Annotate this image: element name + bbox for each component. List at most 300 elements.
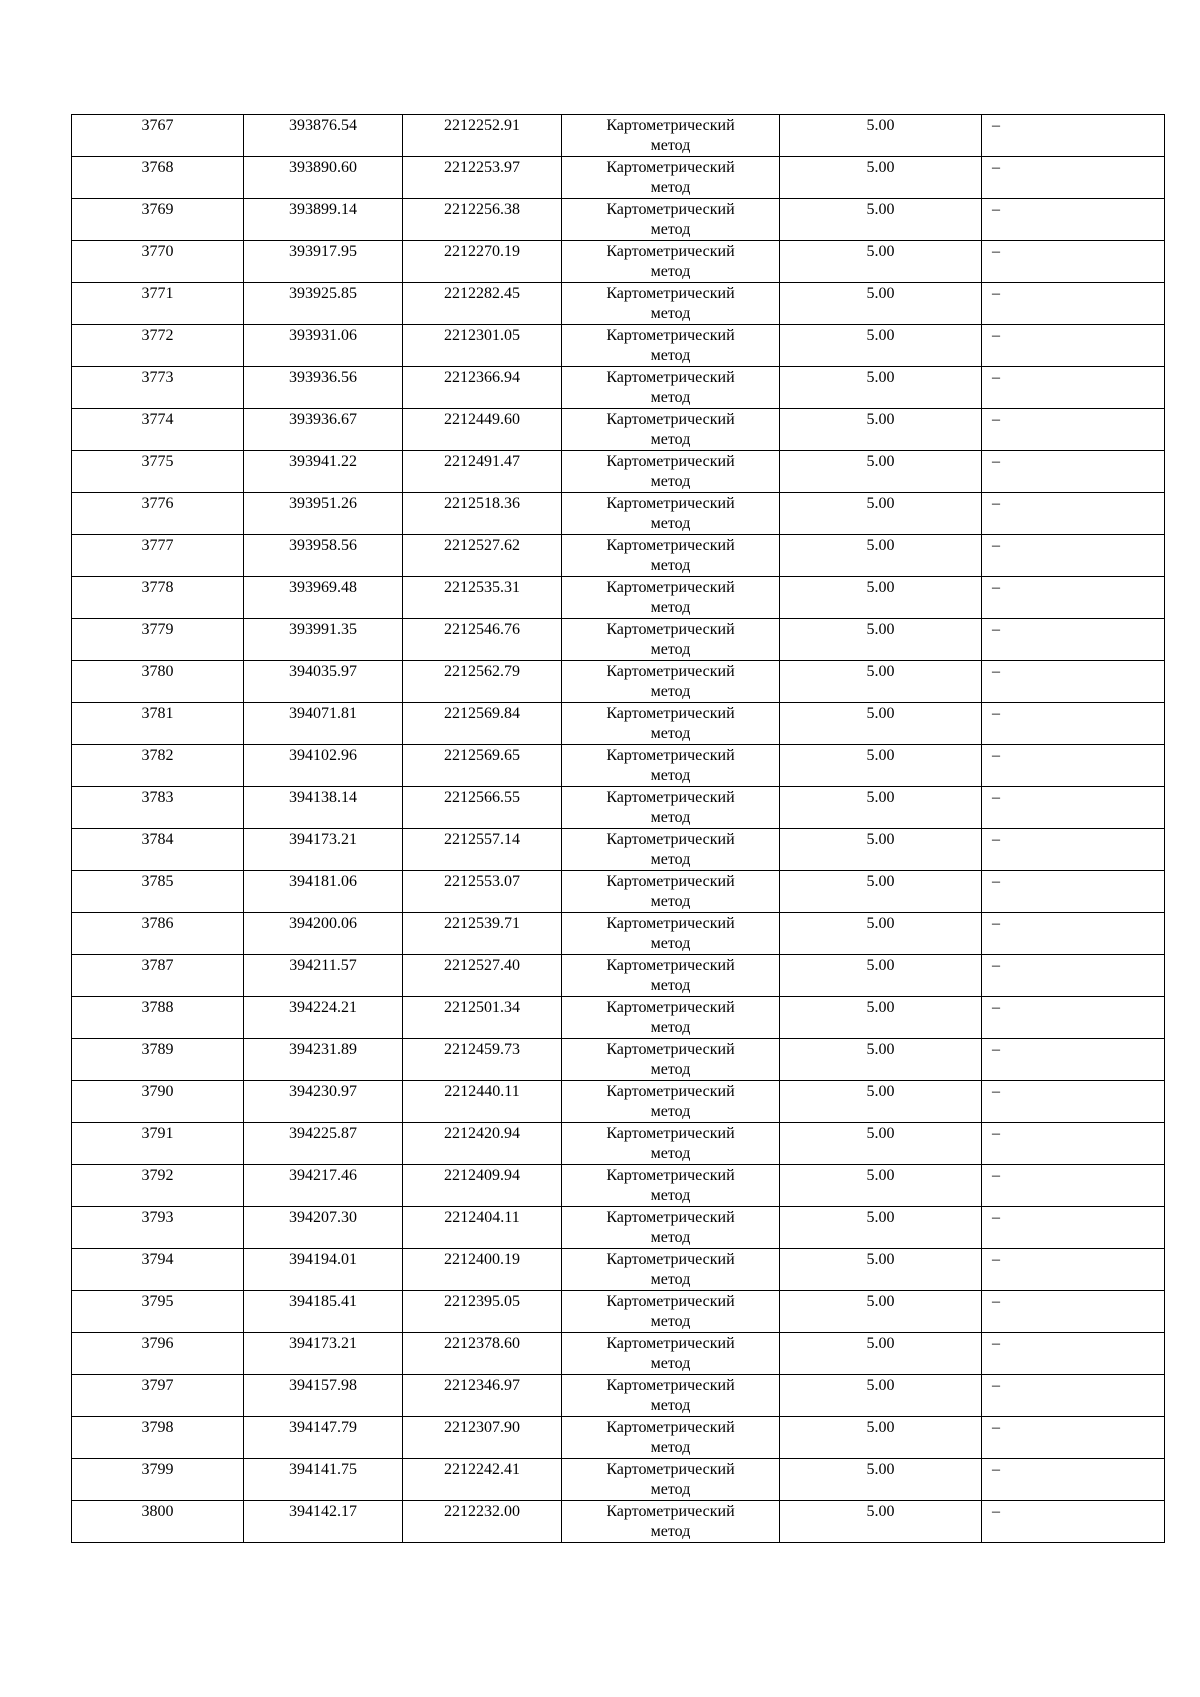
determination-method: Картометрический метод	[606, 201, 735, 238]
point-number-cell	[72, 1417, 244, 1459]
accuracy-cell	[780, 1207, 982, 1249]
method-cell	[562, 1291, 780, 1333]
y-coordinate: 2212420.94	[444, 1125, 520, 1142]
x-coordinate: 394147.79	[289, 1419, 357, 1436]
determination-method: Картометрический метод	[606, 117, 735, 154]
x-coordinate: 393899.14	[289, 201, 357, 218]
y-coordinate: 2212301.05	[444, 327, 520, 344]
accuracy-value: 5.00	[866, 1125, 895, 1142]
table-row	[72, 913, 1165, 955]
point-number-cell	[72, 325, 244, 367]
method-cell	[562, 241, 780, 283]
y-coordinate-cell	[403, 1207, 562, 1249]
x-coordinate-cell	[244, 241, 403, 283]
point-number-cell	[72, 619, 244, 661]
x-coordinate-cell	[244, 829, 403, 871]
point-number-cell	[72, 1165, 244, 1207]
y-coordinate: 2212566.55	[444, 789, 520, 806]
x-coordinate: 394141.75	[289, 1461, 357, 1478]
x-coordinate-cell	[244, 451, 403, 493]
method-cell	[562, 1165, 780, 1207]
x-coordinate: 394211.57	[289, 957, 357, 974]
point-number: 3777	[141, 537, 174, 554]
note-value: –	[992, 1503, 1000, 1520]
accuracy-cell	[780, 199, 982, 241]
x-coordinate: 393991.35	[289, 621, 357, 638]
determination-method: Картометрический метод	[606, 873, 735, 910]
note-cell	[982, 535, 1165, 577]
y-coordinate-cell	[403, 283, 562, 325]
point-number: 3774	[141, 411, 174, 428]
accuracy-cell	[780, 409, 982, 451]
x-coordinate-cell	[244, 115, 403, 157]
x-coordinate-cell	[244, 325, 403, 367]
accuracy-value: 5.00	[866, 1503, 895, 1520]
x-coordinate-cell	[244, 703, 403, 745]
point-number: 3787	[141, 957, 174, 974]
x-coordinate-cell	[244, 1039, 403, 1081]
method-cell	[562, 1039, 780, 1081]
coordinates-table-body	[72, 115, 1165, 1543]
note-value: –	[992, 621, 1000, 638]
x-coordinate-cell	[244, 1291, 403, 1333]
accuracy-value: 5.00	[866, 621, 895, 638]
point-number-cell	[72, 829, 244, 871]
table-row	[72, 1501, 1165, 1543]
y-coordinate: 2212270.19	[444, 243, 520, 260]
note-cell	[982, 871, 1165, 913]
table-row	[72, 1081, 1165, 1123]
determination-method: Картометрический метод	[606, 243, 735, 280]
y-coordinate: 2212535.31	[444, 579, 520, 596]
accuracy-cell	[780, 577, 982, 619]
accuracy-cell	[780, 1459, 982, 1501]
y-coordinate-cell	[403, 493, 562, 535]
table-row	[72, 283, 1165, 325]
point-number: 3786	[141, 915, 174, 932]
accuracy-cell	[780, 745, 982, 787]
y-coordinate: 2212562.79	[444, 663, 520, 680]
x-coordinate: 393936.56	[289, 369, 357, 386]
accuracy-value: 5.00	[866, 453, 895, 470]
x-coordinate-cell	[244, 535, 403, 577]
point-number-cell	[72, 745, 244, 787]
point-number-cell	[72, 1249, 244, 1291]
x-coordinate-cell	[244, 1333, 403, 1375]
y-coordinate-cell	[403, 661, 562, 703]
determination-method: Картометрический метод	[606, 705, 735, 742]
x-coordinate: 394194.01	[289, 1251, 357, 1268]
accuracy-value: 5.00	[866, 537, 895, 554]
accuracy-value: 5.00	[866, 789, 895, 806]
method-cell	[562, 367, 780, 409]
accuracy-cell	[780, 535, 982, 577]
accuracy-cell	[780, 1291, 982, 1333]
note-value: –	[992, 1419, 1000, 1436]
note-value: –	[992, 999, 1000, 1016]
accuracy-value: 5.00	[866, 747, 895, 764]
accuracy-cell	[780, 451, 982, 493]
method-cell	[562, 619, 780, 661]
accuracy-value: 5.00	[866, 117, 895, 134]
y-coordinate: 2212409.94	[444, 1167, 520, 1184]
document-page	[71, 114, 1150, 1543]
point-number: 3793	[141, 1209, 174, 1226]
note-value: –	[992, 327, 1000, 344]
y-coordinate-cell	[403, 619, 562, 661]
point-number-cell	[72, 1039, 244, 1081]
table-row	[72, 829, 1165, 871]
accuracy-cell	[780, 1081, 982, 1123]
table-row	[72, 1039, 1165, 1081]
y-coordinate: 2212404.11	[444, 1209, 520, 1226]
y-coordinate: 2212440.11	[444, 1083, 520, 1100]
determination-method: Картометрический метод	[606, 1125, 735, 1162]
accuracy-cell	[780, 1333, 982, 1375]
accuracy-cell	[780, 997, 982, 1039]
y-coordinate: 2212527.40	[444, 957, 520, 974]
point-number: 3800	[141, 1503, 174, 1520]
x-coordinate: 394102.96	[289, 747, 357, 764]
table-row	[72, 493, 1165, 535]
method-cell	[562, 829, 780, 871]
method-cell	[562, 493, 780, 535]
accuracy-value: 5.00	[866, 327, 895, 344]
x-coordinate-cell	[244, 1249, 403, 1291]
x-coordinate: 393941.22	[289, 453, 357, 470]
table-row	[72, 199, 1165, 241]
y-coordinate-cell	[403, 157, 562, 199]
accuracy-value: 5.00	[866, 1167, 895, 1184]
point-number-cell	[72, 997, 244, 1039]
accuracy-value: 5.00	[866, 831, 895, 848]
y-coordinate: 2212546.76	[444, 621, 520, 638]
table-row	[72, 1333, 1165, 1375]
note-cell	[982, 619, 1165, 661]
accuracy-value: 5.00	[866, 159, 895, 176]
note-value: –	[992, 873, 1000, 890]
note-value: –	[992, 1251, 1000, 1268]
x-coordinate: 393936.67	[289, 411, 357, 428]
accuracy-cell	[780, 1249, 982, 1291]
x-coordinate: 394200.06	[289, 915, 357, 932]
note-cell	[982, 1123, 1165, 1165]
method-cell	[562, 913, 780, 955]
table-row	[72, 1207, 1165, 1249]
note-cell	[982, 1039, 1165, 1081]
point-number: 3798	[141, 1419, 174, 1436]
accuracy-value: 5.00	[866, 1335, 895, 1352]
note-value: –	[992, 537, 1000, 554]
note-cell	[982, 1417, 1165, 1459]
point-number-cell	[72, 913, 244, 955]
note-cell	[982, 997, 1165, 1039]
method-cell	[562, 535, 780, 577]
y-coordinate-cell	[403, 787, 562, 829]
method-cell	[562, 1249, 780, 1291]
accuracy-cell	[780, 1501, 982, 1543]
point-number: 3775	[141, 453, 174, 470]
point-number: 3782	[141, 747, 174, 764]
note-value: –	[992, 285, 1000, 302]
note-value: –	[992, 411, 1000, 428]
accuracy-cell	[780, 913, 982, 955]
method-cell	[562, 325, 780, 367]
point-number: 3767	[141, 117, 174, 134]
accuracy-value: 5.00	[866, 915, 895, 932]
x-coordinate: 393931.06	[289, 327, 357, 344]
note-cell	[982, 325, 1165, 367]
point-number-cell	[72, 1375, 244, 1417]
accuracy-cell	[780, 829, 982, 871]
x-coordinate: 394181.06	[289, 873, 357, 890]
determination-method: Картометрический метод	[606, 1209, 735, 1246]
note-value: –	[992, 1293, 1000, 1310]
x-coordinate-cell	[244, 787, 403, 829]
note-value: –	[992, 1041, 1000, 1058]
note-cell	[982, 703, 1165, 745]
determination-method: Картометрический метод	[606, 1167, 735, 1204]
note-cell	[982, 1501, 1165, 1543]
method-cell	[562, 1123, 780, 1165]
x-coordinate-cell	[244, 577, 403, 619]
method-cell	[562, 661, 780, 703]
accuracy-cell	[780, 283, 982, 325]
y-coordinate-cell	[403, 1165, 562, 1207]
point-number: 3790	[141, 1083, 174, 1100]
y-coordinate-cell	[403, 1249, 562, 1291]
accuracy-cell	[780, 157, 982, 199]
y-coordinate-cell	[403, 829, 562, 871]
table-row	[72, 1291, 1165, 1333]
y-coordinate: 2212282.45	[444, 285, 520, 302]
accuracy-cell	[780, 1417, 982, 1459]
method-cell	[562, 409, 780, 451]
accuracy-value: 5.00	[866, 873, 895, 890]
note-cell	[982, 577, 1165, 619]
note-cell	[982, 1459, 1165, 1501]
x-coordinate: 393969.48	[289, 579, 357, 596]
y-coordinate: 2212569.84	[444, 705, 520, 722]
table-row	[72, 997, 1165, 1039]
note-cell	[982, 661, 1165, 703]
note-cell	[982, 199, 1165, 241]
y-coordinate-cell	[403, 1039, 562, 1081]
accuracy-value: 5.00	[866, 1377, 895, 1394]
table-row	[72, 871, 1165, 913]
note-value: –	[992, 579, 1000, 596]
x-coordinate-cell	[244, 1207, 403, 1249]
accuracy-value: 5.00	[866, 579, 895, 596]
y-coordinate-cell	[403, 997, 562, 1039]
x-coordinate: 394142.17	[289, 1503, 357, 1520]
determination-method: Картометрический метод	[606, 453, 735, 490]
note-cell	[982, 829, 1165, 871]
method-cell	[562, 787, 780, 829]
note-value: –	[992, 453, 1000, 470]
point-number-cell	[72, 871, 244, 913]
note-cell	[982, 745, 1165, 787]
x-coordinate-cell	[244, 1375, 403, 1417]
point-number-cell	[72, 661, 244, 703]
note-value: –	[992, 1461, 1000, 1478]
method-cell	[562, 157, 780, 199]
accuracy-value: 5.00	[866, 957, 895, 974]
note-value: –	[992, 1125, 1000, 1142]
note-value: –	[992, 1083, 1000, 1100]
method-cell	[562, 1207, 780, 1249]
x-coordinate: 393917.95	[289, 243, 357, 260]
y-coordinate: 2212400.19	[444, 1251, 520, 1268]
method-cell	[562, 1459, 780, 1501]
y-coordinate: 2212527.62	[444, 537, 520, 554]
y-coordinate-cell	[403, 451, 562, 493]
determination-method: Картометрический метод	[606, 1335, 735, 1372]
point-number: 3771	[141, 285, 174, 302]
point-number: 3794	[141, 1251, 174, 1268]
method-cell	[562, 199, 780, 241]
x-coordinate-cell	[244, 283, 403, 325]
y-coordinate: 2212557.14	[444, 831, 520, 848]
point-number-cell	[72, 115, 244, 157]
accuracy-cell	[780, 703, 982, 745]
note-value: –	[992, 117, 1000, 134]
point-number: 3797	[141, 1377, 174, 1394]
accuracy-value: 5.00	[866, 999, 895, 1016]
y-coordinate: 2212459.73	[444, 1041, 520, 1058]
note-value: –	[992, 201, 1000, 218]
determination-method: Картометрический метод	[606, 369, 735, 406]
accuracy-value: 5.00	[866, 663, 895, 680]
y-coordinate: 2212395.05	[444, 1293, 520, 1310]
table-row	[72, 409, 1165, 451]
determination-method: Картометрический метод	[606, 663, 735, 700]
point-number: 3769	[141, 201, 174, 218]
x-coordinate-cell	[244, 1459, 403, 1501]
y-coordinate-cell	[403, 1459, 562, 1501]
note-value: –	[992, 705, 1000, 722]
method-cell	[562, 1501, 780, 1543]
y-coordinate: 2212253.97	[444, 159, 520, 176]
method-cell	[562, 955, 780, 997]
point-number: 3778	[141, 579, 174, 596]
accuracy-value: 5.00	[866, 1251, 895, 1268]
method-cell	[562, 703, 780, 745]
note-value: –	[992, 663, 1000, 680]
table-row	[72, 1375, 1165, 1417]
point-number: 3779	[141, 621, 174, 638]
table-row	[72, 157, 1165, 199]
determination-method: Картометрический метод	[606, 579, 735, 616]
table-row	[72, 325, 1165, 367]
note-cell	[982, 913, 1165, 955]
method-cell	[562, 1417, 780, 1459]
x-coordinate: 394071.81	[289, 705, 357, 722]
x-coordinate-cell	[244, 367, 403, 409]
table-row	[72, 661, 1165, 703]
y-coordinate-cell	[403, 703, 562, 745]
x-coordinate-cell	[244, 409, 403, 451]
point-number: 3784	[141, 831, 174, 848]
table-row	[72, 451, 1165, 493]
table-row	[72, 787, 1165, 829]
point-number: 3772	[141, 327, 174, 344]
y-coordinate-cell	[403, 1417, 562, 1459]
x-coordinate-cell	[244, 661, 403, 703]
y-coordinate-cell	[403, 409, 562, 451]
point-number: 3788	[141, 999, 174, 1016]
note-cell	[982, 409, 1165, 451]
accuracy-cell	[780, 367, 982, 409]
note-value: –	[992, 159, 1000, 176]
note-cell	[982, 1165, 1165, 1207]
y-coordinate-cell	[403, 745, 562, 787]
y-coordinate-cell	[403, 241, 562, 283]
y-coordinate-cell	[403, 1123, 562, 1165]
x-coordinate: 394225.87	[289, 1125, 357, 1142]
x-coordinate-cell	[244, 871, 403, 913]
determination-method: Картометрический метод	[606, 999, 735, 1036]
accuracy-value: 5.00	[866, 1461, 895, 1478]
determination-method: Картометрический метод	[606, 1251, 735, 1288]
y-coordinate-cell	[403, 577, 562, 619]
y-coordinate: 2212553.07	[444, 873, 520, 890]
method-cell	[562, 451, 780, 493]
table-row	[72, 1165, 1165, 1207]
y-coordinate: 2212491.47	[444, 453, 520, 470]
x-coordinate: 393890.60	[289, 159, 357, 176]
x-coordinate: 393925.85	[289, 285, 357, 302]
point-number-cell	[72, 241, 244, 283]
y-coordinate-cell	[403, 1333, 562, 1375]
point-number-cell	[72, 703, 244, 745]
point-number-cell	[72, 451, 244, 493]
note-value: –	[992, 1167, 1000, 1184]
y-coordinate-cell	[403, 199, 562, 241]
point-number-cell	[72, 1333, 244, 1375]
x-coordinate: 394231.89	[289, 1041, 357, 1058]
x-coordinate-cell	[244, 199, 403, 241]
x-coordinate: 393876.54	[289, 117, 357, 134]
determination-method: Картометрический метод	[606, 621, 735, 658]
accuracy-cell	[780, 661, 982, 703]
note-cell	[982, 115, 1165, 157]
point-number-cell	[72, 1207, 244, 1249]
point-number: 3768	[141, 159, 174, 176]
note-value: –	[992, 789, 1000, 806]
point-number-cell	[72, 577, 244, 619]
determination-method: Картометрический метод	[606, 411, 735, 448]
x-coordinate: 394185.41	[289, 1293, 357, 1310]
point-number: 3776	[141, 495, 174, 512]
x-coordinate: 394138.14	[289, 789, 357, 806]
note-value: –	[992, 1335, 1000, 1352]
determination-method: Картометрический метод	[606, 1083, 735, 1120]
table-row	[72, 1459, 1165, 1501]
accuracy-cell	[780, 955, 982, 997]
x-coordinate: 394207.30	[289, 1209, 357, 1226]
x-coordinate-cell	[244, 1081, 403, 1123]
point-number: 3796	[141, 1335, 174, 1352]
point-number-cell	[72, 1081, 244, 1123]
x-coordinate-cell	[244, 157, 403, 199]
y-coordinate: 2212232.00	[444, 1503, 520, 1520]
table-row	[72, 955, 1165, 997]
note-cell	[982, 1249, 1165, 1291]
point-number: 3780	[141, 663, 174, 680]
x-coordinate-cell	[244, 745, 403, 787]
y-coordinate: 2212256.38	[444, 201, 520, 218]
